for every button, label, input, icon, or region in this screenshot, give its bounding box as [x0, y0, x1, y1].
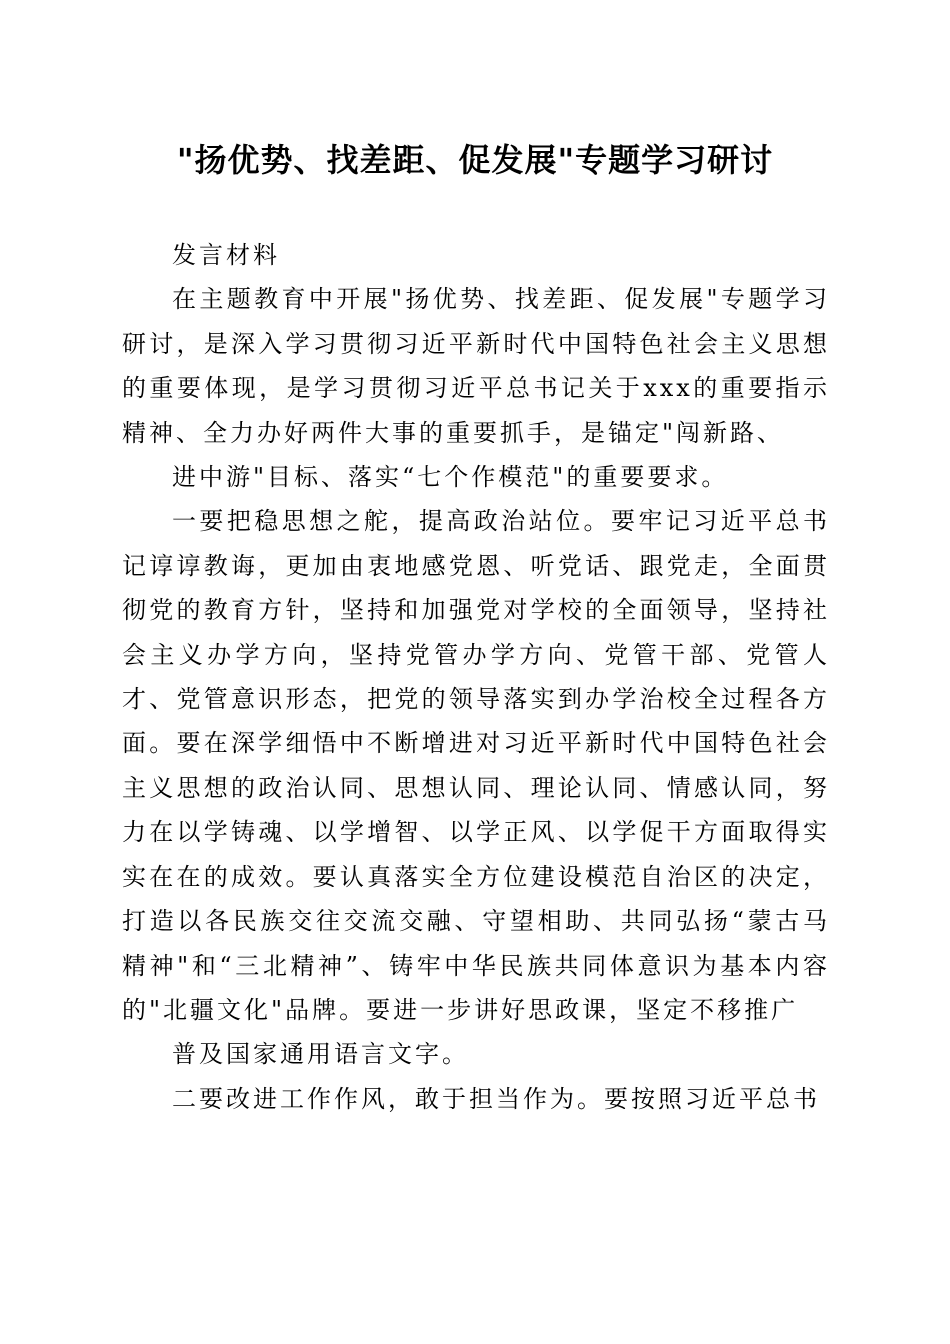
paragraph-point-one-continued: 普及国家通用语言文字。 [172, 1040, 469, 1069]
paragraph-intro: 在主题教育中开展"扬优势、找差距、促发展"专题学习研讨，是深入学习贯彻习近平新时代中国特色社会主义思想的重要体现，是学习贯彻习近平总书记关于xxx的重要指示精神、全力办好两件大事的重要抓手，是锚定"闯新路、 [122, 285, 830, 447]
paragraph-point-two: 二要改进工作作风，敢于担当作为。要按照习近平总书 [172, 1084, 820, 1113]
document-title: "扬优势、找差距、促发展"专题学习研讨 [176, 141, 774, 179]
paragraph-subtitle: 发言材料 [172, 241, 280, 269]
paragraph-intro-continued: 进中游"目标、落实“七个作模范"的重要要求。 [172, 463, 729, 492]
document-body [122, 233, 830, 1121]
paragraph-point-one: 一要把稳思想之舵，提高政治站位。要牢记习近平总书记谆谆教诲，更加由衷地感党恩、听党话、跟党走，全面贯彻党的教育方针，坚持和加强党对学校的全面领导，坚持社会主义办学方向，坚持党管办学方向、党管干部、党管人才、党管意识形态，把党的领导落实到办学治校全过程各方面。要在深学细悟中不断增进对习近平新时代中国特色社会主义思想的政治认同、思想认同、理论认同、情感认同，努力在以学铸魂、以学增智、以学正风、以学促干方面取得实实在在的成效。要认真落实全方位建设模范自治区的决定，打造以各民族交往交流交融、守望相助、共同弘扬“蒙古马精神"和“三北精神”、铸牢中华民族共同体意识为基本内容的"北疆文化"品牌。要进一步讲好思政课，坚定不移推广 [122, 507, 830, 1024]
